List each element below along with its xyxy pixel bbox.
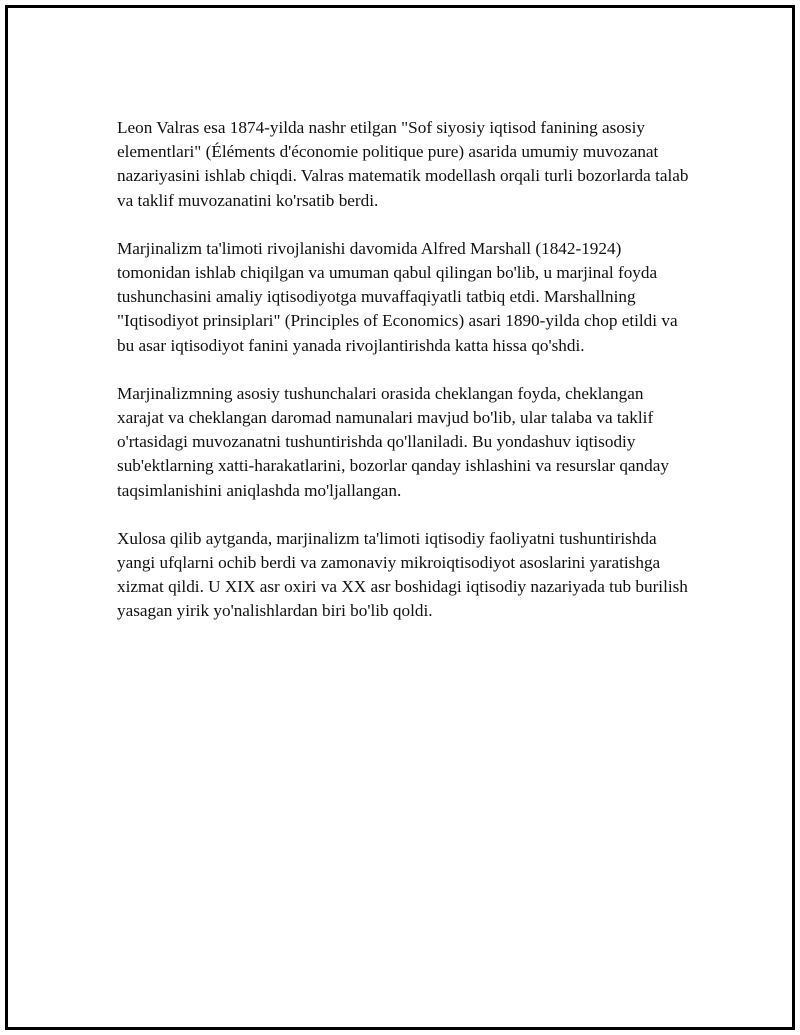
paragraph-walras: Leon Valras esa 1874-yilda nashr etilgan "Sof siyosiy iqtisod fanining asosiy elementlari" (Éléments d'économie politique pure) asarida umumiy muvozanat nazariyasini ishlab chiqdi. Valras matematik modellash orqali turli bozorlarda talab va taklif muvozanatini ko'rsatib berdi. xyxy=(117,118,689,210)
paragraph-marginalism-concepts: Marjinalizmning asosiy tushunchalari orasida cheklangan foyda, cheklangan xarajat va cheklangan daromad namunalari mavjud bo'lib, ular talaba va taklif o'rtasidagi muvozanatni tushuntirishda qo'llaniladi. Bu yondashuv iqtisodiy sub'ektlarning xatti-harakatlarini, bozorlar qanday ishlashini va resurslar qanday taqsimlanishini aniqlashda mo'ljallangan. xyxy=(117,383,669,500)
document-body xyxy=(117,116,692,648)
paragraph-marshall: Marjinalizm ta'limoti rivojlanishi davomida Alfred Marshall (1842-1924) tomonidan ishlab chiqilgan va umuman qabul qilingan bo'lib, u marjinal foyda tushunchasini amaliy iqtisodiyotga muvaffaqiyatli tatbiq etdi. Marshallning "Iqtisodiyot prinsiplari" (Principles of Economics) asari 1890-yilda chop etildi va bu asar iqtisodiyot fanini yanada rivojlantirishda katta hissa qo'shdi. xyxy=(117,238,678,355)
paragraph-conclusion: Xulosa qilib aytganda, marjinalizm ta'limoti iqtisodiy faoliyatni tushuntirishda yangi ufqlarni ochib berdi va zamonaviy mikroiqtisodiyot asoslarini yaratishga xizmat qildi. U XIX asr oxiri va XX asr boshidagi iqtisodiy nazariyada tub burilish yasagan yirik yo'nalishlardan biri bo'lib qoldi. xyxy=(117,528,688,621)
